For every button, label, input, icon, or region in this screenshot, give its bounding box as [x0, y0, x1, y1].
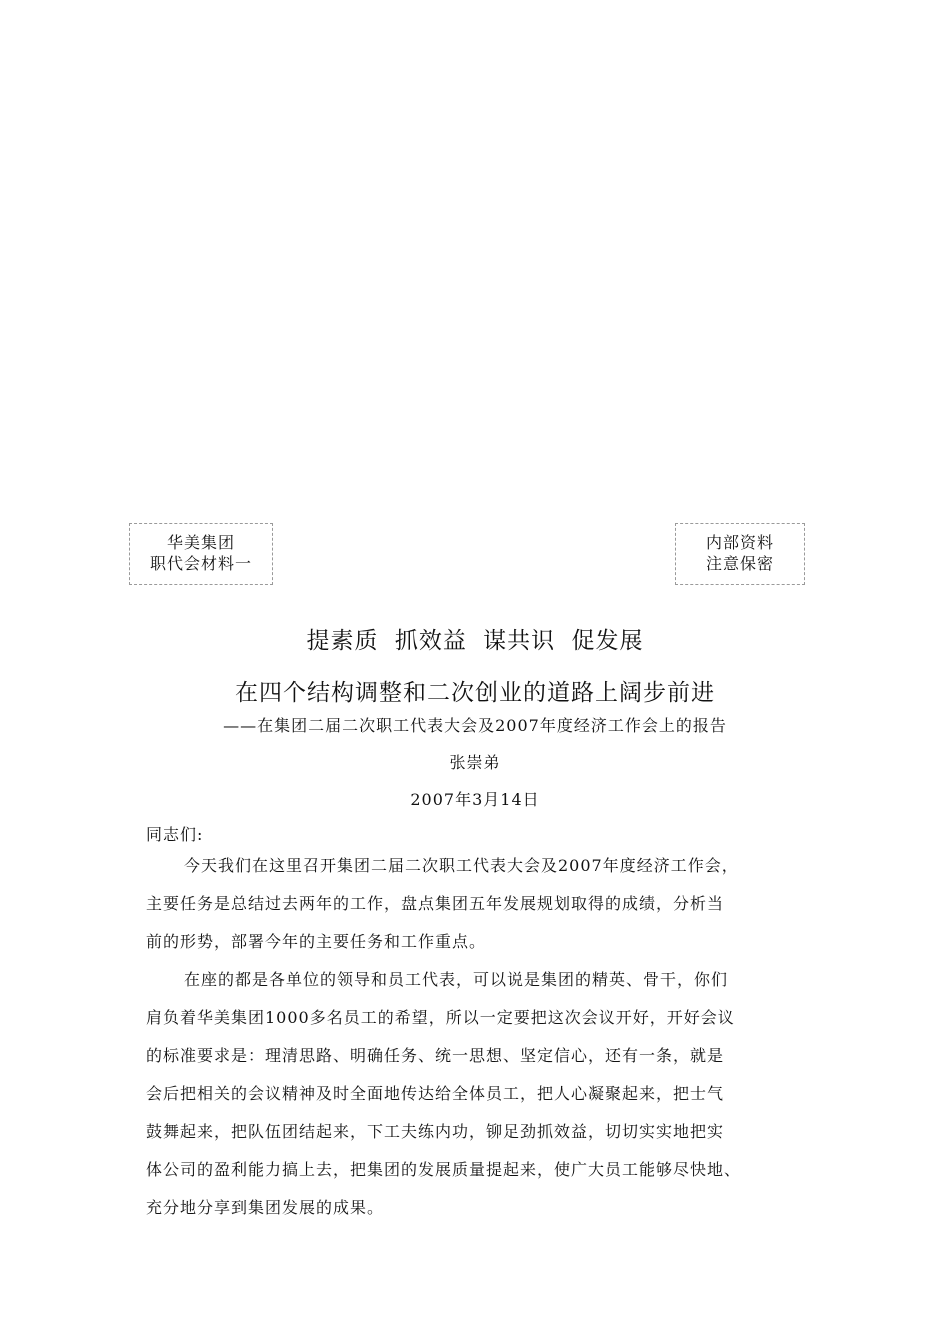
paragraph-line: 在座的都是各单位的领导和员工代表，可以说是集团的精英、骨干，你们	[184, 970, 729, 989]
paragraph-1	[146, 847, 818, 961]
paragraph-line: 肩负着华美集团1000多名员工的希望，所以一定要把这次会议开好，开好会议	[146, 1008, 735, 1027]
paragraph-line: 的标准要求是：理清思路、明确任务、统一思想、坚定信心，还有一条，就是	[146, 1046, 725, 1065]
paragraph-line: 充分地分享到集团发展的成果。	[146, 1198, 385, 1217]
stamp-right-line1: 内部资料	[705, 533, 774, 552]
report-date: 2007年3月14日	[410, 790, 540, 809]
paragraph-line: 今天我们在这里召开集团二届二次职工代表大会及2007年度经济工作会，	[184, 856, 739, 875]
paragraph-line: 前的形势，部署今年的主要任务和工作重点。	[146, 932, 487, 951]
document-title: 提素质 抓效益 谋共识 促发展	[306, 628, 644, 654]
paragraph-line: 鼓舞起来，把队伍团结起来，下工夫练内功，铆足劲抓效益，切切实实地把实	[146, 1122, 725, 1141]
paragraph-line: 主要任务是总结过去两年的工作，盘点集团五年发展规划取得的成绩，分析当	[146, 894, 725, 913]
paragraph-line: 体公司的盈利能力搞上去，把集团的发展质量提起来，使广大员工能够尽快地、	[146, 1160, 742, 1179]
document-subtitle: ——在集团二届二次职工代表大会及2007年度经济工作会上的报告	[223, 716, 727, 735]
stamp-right-line2: 注意保密	[705, 554, 774, 573]
document-title-secondary: 在四个结构调整和二次创业的道路上阔步前进	[235, 680, 715, 706]
paragraph-2	[146, 961, 818, 1227]
salutation: 同志们:	[146, 825, 204, 844]
stamp-left-line1: 华美集团	[166, 533, 235, 552]
meeting-material-stamp	[129, 523, 273, 585]
stamp-left-line2: 职代会材料一	[149, 554, 252, 573]
paragraph-line: 会后把相关的会议精神及时全面地传达给全体员工，把人心凝聚起来，把士气	[146, 1084, 725, 1103]
confidential-stamp	[675, 523, 805, 585]
author-name: 张崇弟	[449, 753, 501, 772]
